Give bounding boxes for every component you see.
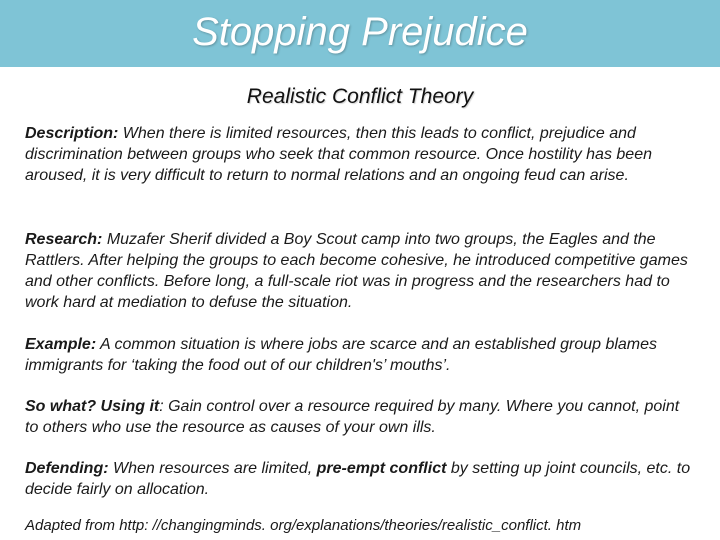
so-what-text: : Gain control over a resource required by many. Where you cannot, point to others who use the resource as causes of your own ills. [25,398,680,436]
so-what-paragraph [25,396,693,438]
so-what-label: So what? Using it [25,398,160,415]
defending-emphasis: pre-empt conflict [316,460,447,477]
defending-paragraph [25,458,693,500]
description-paragraph [25,123,693,186]
defending-text-after: by setting up joint councils, etc. to decide fairly on allocation. [25,460,691,498]
example-label: Example: [25,336,97,353]
source-citation: Adapted from http: //changingminds. org/explanations/theories/realistic_conflict. htm [25,517,582,534]
research-label: Research: [25,231,103,248]
title-banner [0,0,720,67]
example-text: A common situation is where jobs are scarce and an established group blames immigrants for ‘taking the food out of our children's’ mouths’. [25,336,658,374]
research-paragraph [25,229,693,313]
research-text: Muzafer Sherif divided a Boy Scout camp into two groups, the Eagles and the Rattlers. After helping the groups to each become cohesive, he introduced competitive games and other conflicts. Before long, a full-scale riot was in progress and the researchers had to work hard at mediation to defuse the situation. [25,231,688,311]
defending-text-before: When resources are limited, [108,460,317,477]
slide-subtitle: Realistic Conflict Theory [246,85,474,108]
example-paragraph [25,334,693,376]
description-text: When there is limited resources, then this leads to conflict, prejudice and discrimination between groups who seek that common resource. Once hostility has been aroused, it is very difficult to return to normal relations and an ongoing feud can arise. [25,125,652,184]
defending-label: Defending: [25,460,109,477]
slide-title: Stopping Prejudice [192,10,528,54]
description-label: Description: [25,125,119,142]
